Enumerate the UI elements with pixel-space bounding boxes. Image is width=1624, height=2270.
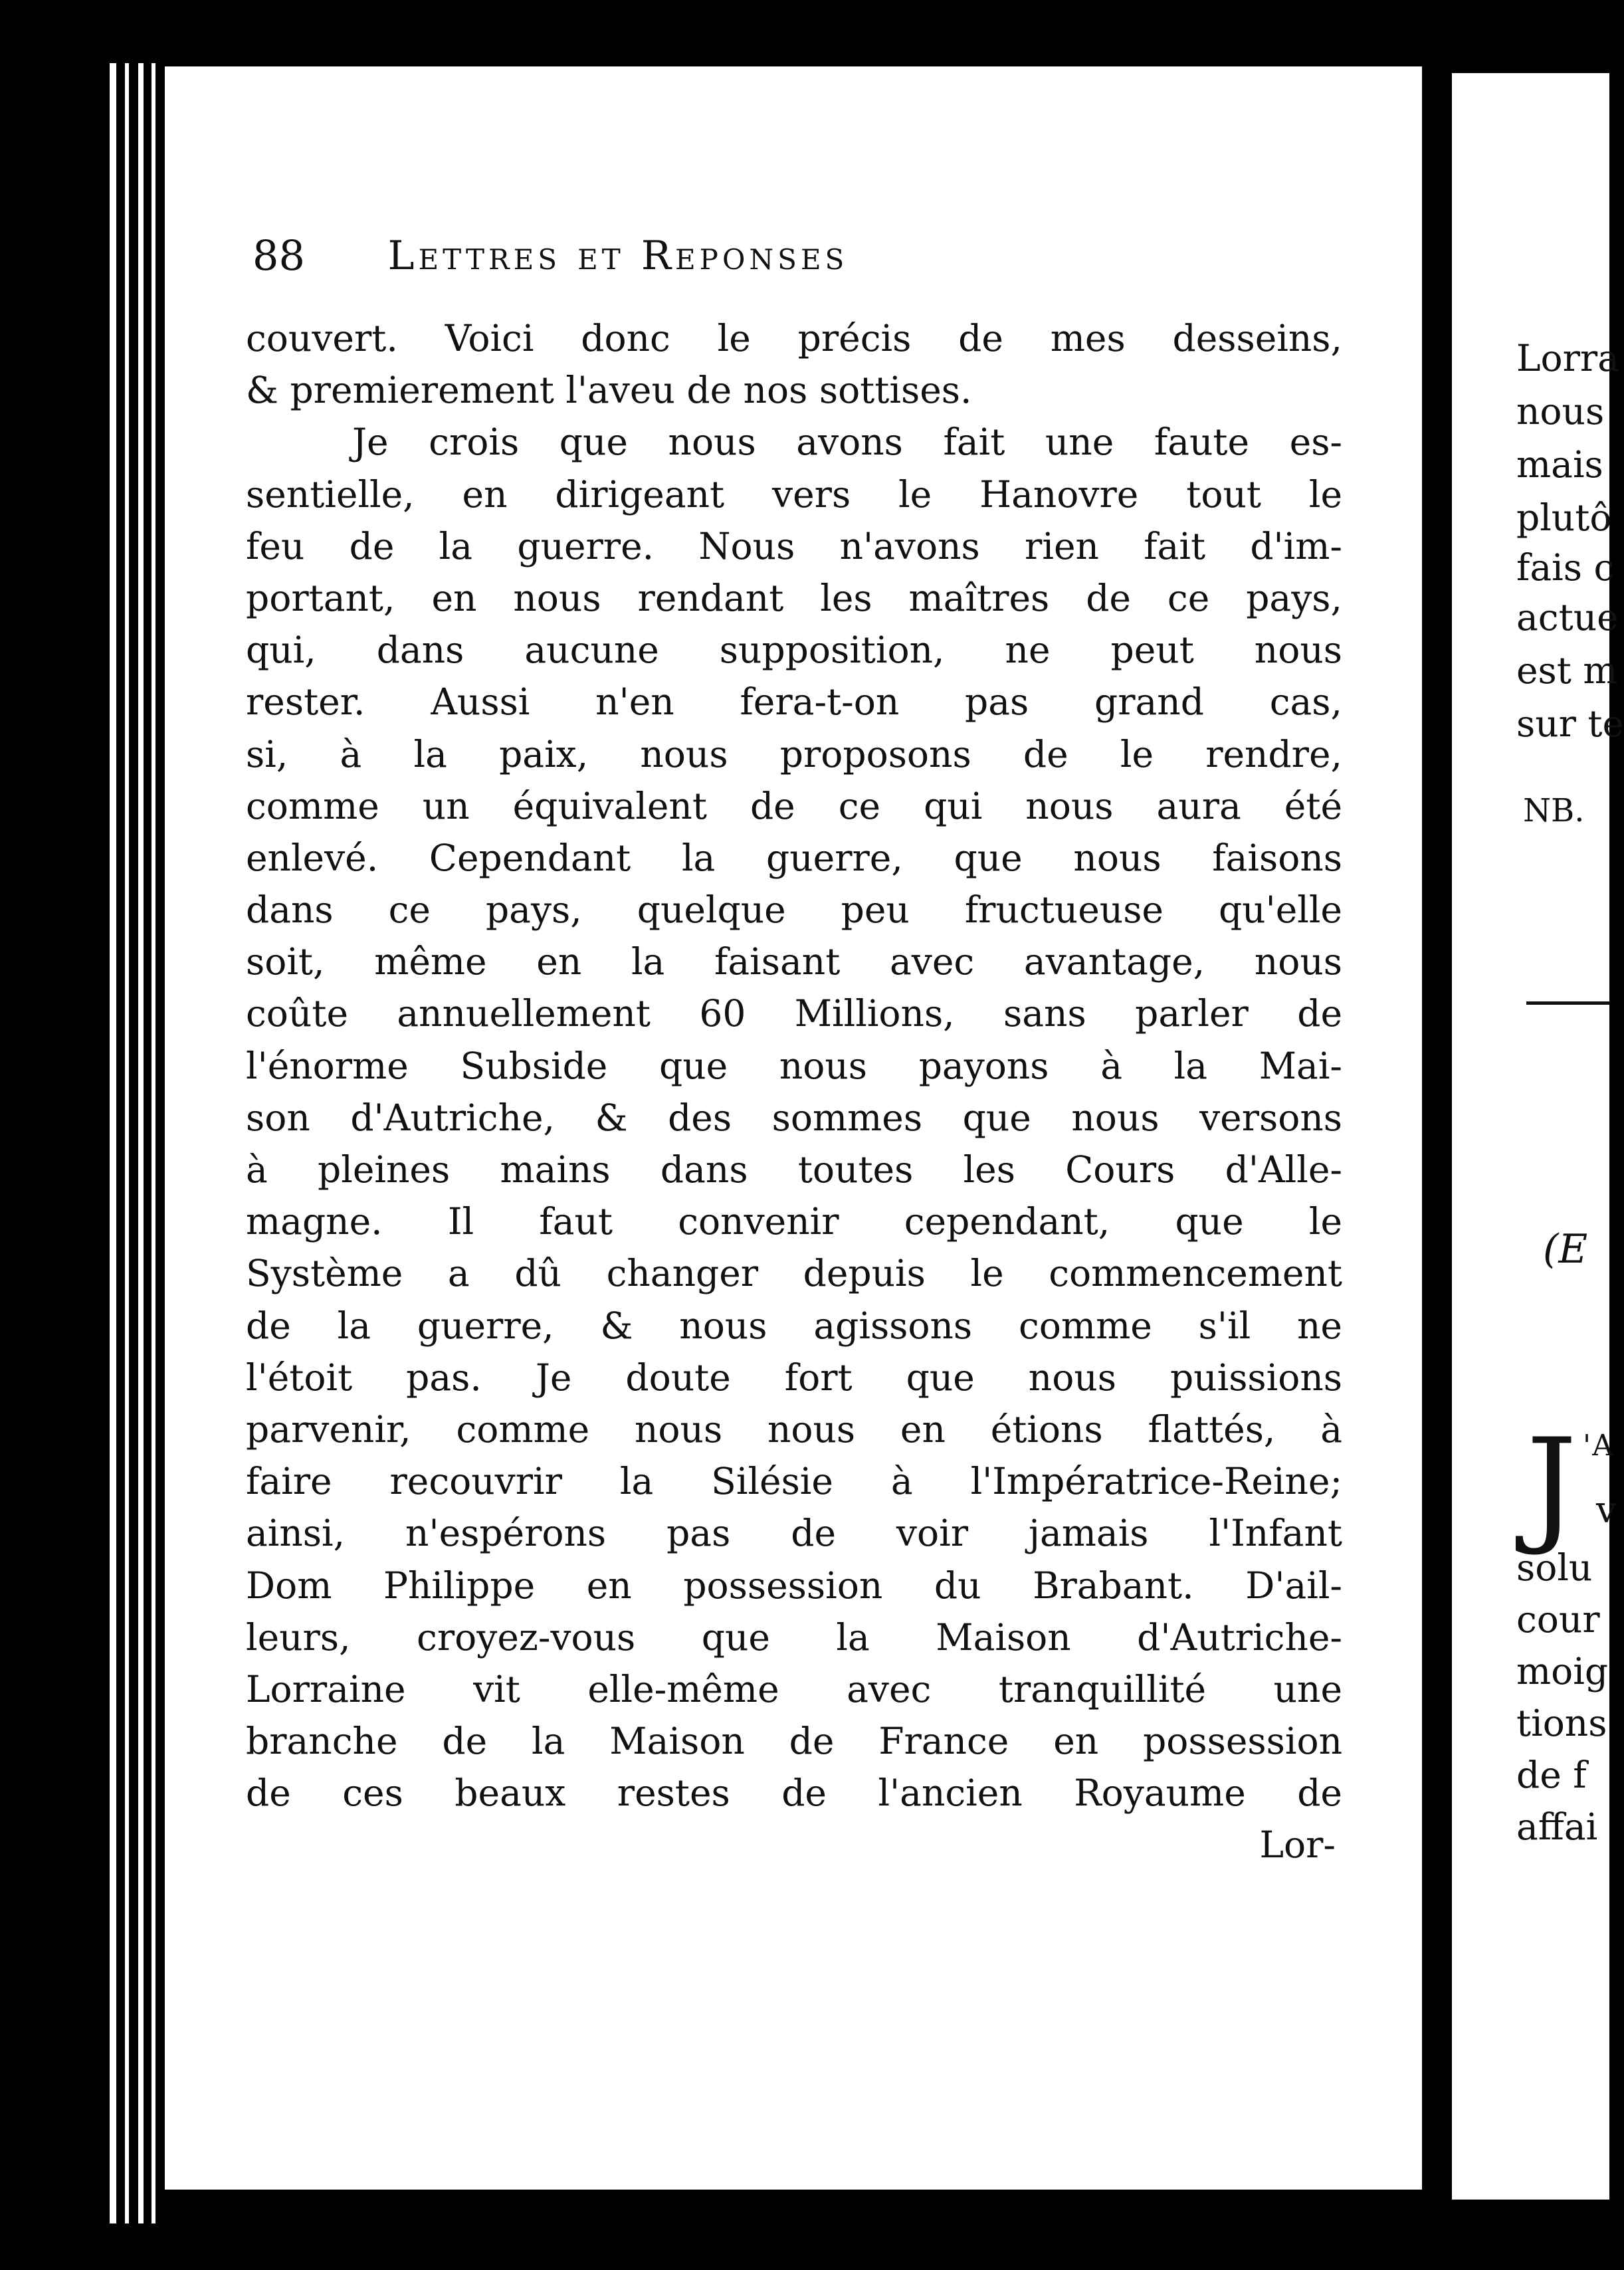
facing-page-after-cap: 'A (1583, 1429, 1615, 1463)
text-line: & premierement l'aveu de nos sottises. (246, 369, 972, 412)
facing-page-line: nous (1516, 390, 1605, 433)
facing-page-line: est m (1516, 649, 1618, 692)
facing-page-line: mais (1516, 443, 1603, 486)
binding-edge (152, 63, 155, 2223)
facing-page-rule (1526, 1001, 1609, 1005)
text-line: feu de la guerre. Nous n'avons rien fait d'im- (246, 524, 1342, 568)
binding-edge (138, 63, 144, 2223)
catchword: Lor- (1259, 1823, 1336, 1867)
binding-edge (110, 63, 116, 2223)
text-line: dans ce pays, quelque peu fructueuse qu'elle (246, 888, 1342, 932)
text-line: coûte annuellement 60 Millions, sans parler de (246, 992, 1342, 1035)
text-line: à pleines mains dans toutes les Cours d'Alle- (246, 1148, 1342, 1191)
binding-edge (125, 63, 129, 2223)
text-line: magne. Il faut convenir cependant, que le (246, 1200, 1342, 1243)
facing-page-fragment: v (1596, 1489, 1617, 1531)
book-gutter (1422, 80, 1452, 2206)
text-line: comme un équivalent de ce qui nous aura été (246, 784, 1342, 827)
text-line: l'énorme Subside que nous payons à la Mai- (246, 1044, 1342, 1087)
text-line: Je crois que nous avons fait une faute es- (352, 421, 1342, 464)
text-line: l'étoit pas. Je doute fort que nous puissions (246, 1356, 1342, 1399)
text-line: qui, dans aucune supposition, ne peut nous (246, 629, 1342, 672)
facing-page-line: Lorra (1516, 337, 1620, 379)
text-line: leurs, croyez-vous que la Maison d'Autriche- (246, 1615, 1342, 1659)
facing-page-line: sur te (1516, 702, 1624, 745)
facing-page-line: affai (1516, 1806, 1598, 1848)
facing-page-line: plutô (1516, 496, 1612, 539)
facing-page-line: tions (1516, 1702, 1607, 1744)
text-line: enlevé. Cependant la guerre, que nous faisons (246, 836, 1342, 879)
text-line: sentielle, en dirigeant vers le Hanovre tout le (246, 472, 1342, 516)
text-line: faire recouvrir la Silésie à l'Impératrice-Reine; (246, 1460, 1342, 1503)
facing-page-line: fais c (1516, 546, 1615, 589)
text-line: parvenir, comme nous nous en étions flattés, à (246, 1407, 1342, 1451)
text-line: son d'Autriche, & des sommes que nous versons (246, 1096, 1342, 1139)
text-line: de ces beaux restes de l'ancien Royaume de (246, 1772, 1342, 1815)
facing-page-nb: NB. (1523, 792, 1585, 829)
text-line: branche de la Maison de France en possession (246, 1720, 1342, 1763)
facing-page-line: solu (1516, 1546, 1593, 1589)
text-line: si, à la paix, nous proposons de le rendre, (246, 732, 1342, 775)
facing-page-line: cour (1516, 1598, 1600, 1641)
text-line: soit, même en la faisant avec avantage, nous (246, 940, 1342, 983)
facing-page-line: actue (1516, 596, 1619, 639)
facing-page-heading-fragment: (E (1543, 1226, 1588, 1273)
text-line: Lorraine vit elle-même avec tranquillité une (246, 1667, 1342, 1710)
text-line: rester. Aussi n'en fera-t-on pas grand cas, (246, 680, 1342, 724)
facing-page-drop-cap: J (1526, 1411, 1577, 1558)
text-line: ainsi, n'espérons pas de voir jamais l'Infant (246, 1512, 1342, 1555)
text-line: Système a dû changer depuis le commencement (246, 1252, 1342, 1295)
text-line: portant, en nous rendant les maîtres de ce pays, (246, 576, 1342, 619)
text-line: de la guerre, & nous agissons comme s'il ne (246, 1304, 1342, 1347)
facing-page-line: moig (1516, 1650, 1609, 1693)
facing-page-line: de f (1516, 1754, 1587, 1796)
running-head (253, 226, 1249, 286)
text-line: Dom Philippe en possession du Brabant. D'ail- (246, 1564, 1342, 1607)
running-title: Lettres et Reponses (387, 233, 849, 279)
body-text (246, 312, 1342, 1871)
text-line: couvert. Voici donc le précis de mes desseins, (246, 317, 1342, 360)
page-number: 88 (253, 231, 305, 280)
